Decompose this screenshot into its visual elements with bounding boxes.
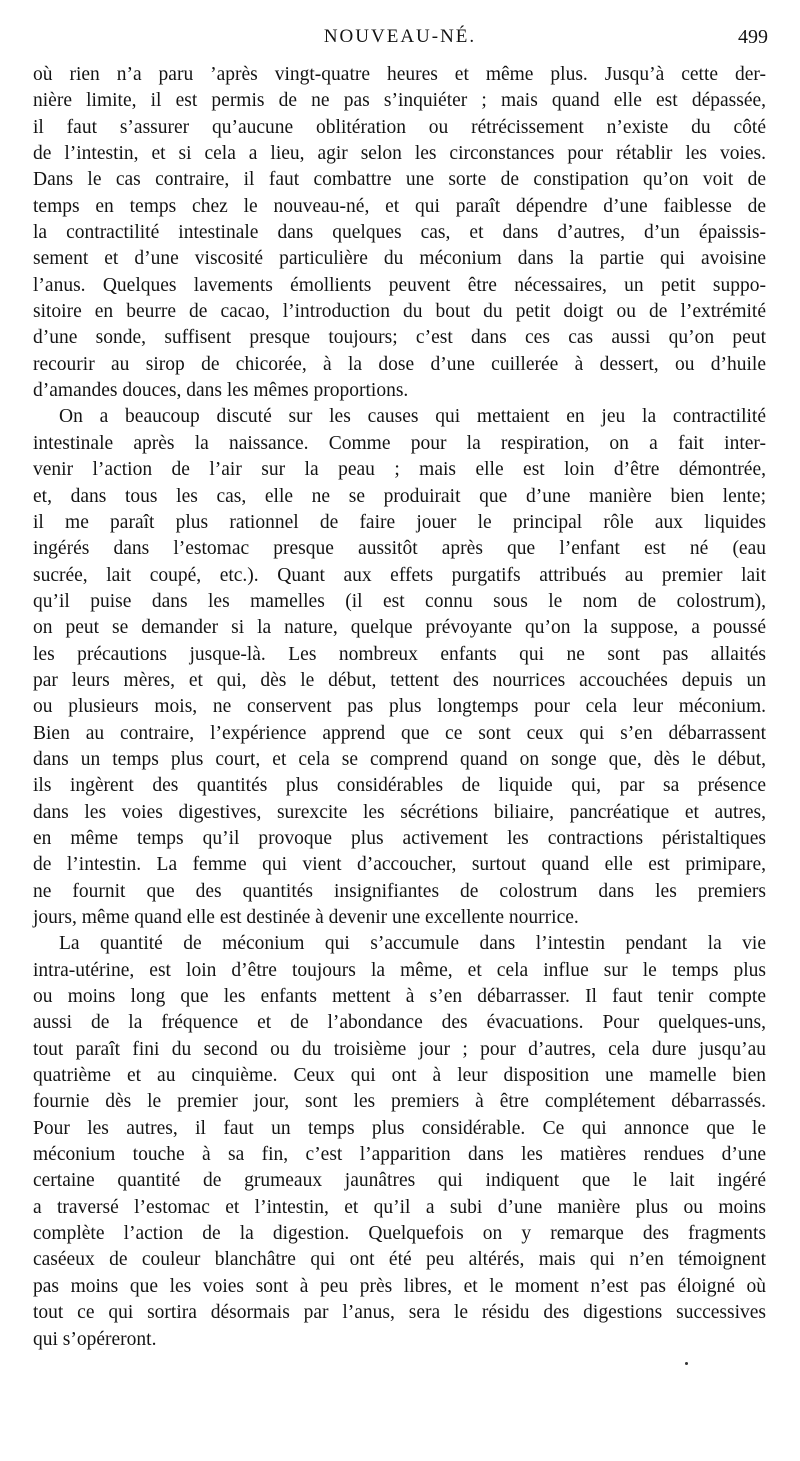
text-line: par leurs mères, et qui, dès le début, tettent des nourrices accouchées depuis un — [33, 669, 766, 691]
text-line: ne fournit que des quantités insignifiantes de colostrum dans les premiers — [33, 880, 766, 902]
text-line: ils ingèrent des quantités plus considérables de liquide qui, par sa présence — [33, 775, 766, 797]
text-line: recourir au sirop de chicorée, à la dose d’une cuillerée à dessert, ou d’huile — [33, 353, 766, 375]
text-line: La quantité de méconium qui s’accumule dans l’intestin pendant la vie — [59, 933, 766, 955]
text-line: aussi de la fréquence et de l’abondance des évacuations. Pour quelques-uns, — [33, 1012, 766, 1034]
text-line: ou moins long que les enfants mettent à s’en débarrasser. Il faut tenir compte — [33, 986, 766, 1008]
text-line: où rien n’a paru ’après vingt-quatre heures et même plus. Jusqu’à cette der- — [33, 64, 766, 85]
text-line: temps en temps chez le nouveau-né, et qui paraît dépendre d’une faiblesse de — [33, 195, 766, 217]
text-line: certaine quantité de grumeaux jaunâtres qui indiquent que le lait ingéré — [33, 1170, 766, 1192]
text-line: Pour les autres, il faut un temps plus considérable. Ce qui annonce que le — [33, 1117, 766, 1139]
text-line: sitoire en beurre de cacao, l’introduction du bout du petit doigt ou de l’extrémité — [33, 301, 766, 323]
text-line: tout paraît fini du second ou du troisième jour ; pour d’autres, cela dure jusqu’au — [33, 1038, 766, 1060]
text-line: qu’il puise dans les mamelles (il est connu sous le nom de colostrum), — [33, 590, 766, 612]
text-line: d’amandes douces, dans les mêmes proportions. — [33, 380, 409, 402]
text-line: les précautions jusque-là. Les nombreux enfants qui ne sont pas allaités — [33, 643, 766, 665]
ink-speck — [685, 1362, 688, 1365]
running-head: NOUVEAU-NÉ. — [323, 26, 477, 47]
text-line: en même temps qu’il provoque plus activement les contractions péristaltiques — [33, 827, 766, 849]
text-line: l’anus. Quelques lavements émollients peuvent être nécessaires, un petit suppo- — [33, 274, 766, 296]
text-line: quatrième et au cinquième. Ceux qui ont à leur disposition une mamelle bien — [33, 1065, 766, 1087]
text-line: méconium touche à sa fin, c’est l’apparition dans les matières rendues d’une — [33, 1144, 766, 1166]
text-line: ou plusieurs mois, ne conservent pas plus longtemps pour cela leur méconium. — [33, 696, 766, 718]
text-line: et, dans tous les cas, elle ne se produirait que d’une manière bien lente; — [33, 485, 766, 507]
text-line: intestinale après la naissance. Comme pour la respiration, on a fait inter- — [33, 432, 766, 454]
text-line: venir l’action de l’air sur la peau ; mais elle est loin d’être démontrée, — [33, 459, 766, 481]
text-line: dans un temps plus court, et cela se comprend quand on songe que, dès le début, — [33, 748, 766, 770]
body-text — [33, 62, 766, 1353]
text-line: sucrée, lait coupé, etc.). Quant aux effets purgatifs attribués au premier lait — [33, 564, 766, 586]
text-line: nière limite, il est permis de ne pas s’inquiéter ; mais quand elle est dépassée, — [33, 90, 766, 112]
text-line: il faut s’assurer qu’aucune oblitération ou rétrécissement n’existe du côté — [33, 116, 766, 138]
text-line: ingérés dans l’estomac presque aussitôt après que l’enfant est né (eau — [33, 538, 766, 560]
text-line: Bien au contraire, l’expérience apprend que ce sont ceux qui s’en débarrassent — [33, 722, 766, 744]
text-line: intra-utérine, est loin d’être toujours la même, et cela influe sur le temps plus — [33, 959, 766, 981]
text-line: pas moins que les voies sont à peu près libres, et le moment n’est pas éloigné où — [33, 1275, 766, 1297]
text-line: tout ce qui sortira désormais par l’anus, sera le résidu des digestions successives — [33, 1302, 766, 1324]
text-line: de l’intestin, et si cela a lieu, agir selon les circonstances pour rétablir les voies. — [33, 143, 766, 165]
text-line: On a beaucoup discuté sur les causes qui mettaient en jeu la contractilité — [59, 406, 766, 428]
text-line: il me paraît plus rationnel de faire jouer le principal rôle aux liquides — [33, 511, 766, 533]
text-line: qui s’opéreront. — [33, 1328, 157, 1350]
page-header — [32, 26, 768, 60]
text-line: on peut se demander si la nature, quelque prévoyante qu’on la suppose, a poussé — [33, 617, 766, 639]
page-number: 499 — [738, 26, 768, 48]
text-line: fournie dès le premier jour, sont les premiers à être complétement débarrassés. — [33, 1091, 766, 1113]
text-line: d’une sonde, suffisent presque toujours; c’est dans ces cas aussi qu’on peut — [33, 327, 766, 349]
text-line: Dans le cas contraire, il faut combattre une sorte de constipation qu’on voit de — [33, 169, 766, 191]
text-line: de l’intestin. La femme qui vient d’accoucher, surtout quand elle est primipare, — [33, 854, 766, 876]
text-line: la contractilité intestinale dans quelques cas, et dans d’autres, d’un épaissis- — [33, 222, 766, 244]
text-line: dans les voies digestives, surexcite les sécrétions biliaire, pancréatique et autres, — [33, 801, 766, 823]
text-line: caséeux de couleur blanchâtre qui ont été peu altérés, mais qui n’en témoignent — [33, 1249, 766, 1271]
text-line: jours, même quand elle est destinée à devenir une excellente nourrice. — [33, 907, 579, 928]
text-line: complète l’action de la digestion. Quelquefois on y remarque des fragments — [33, 1223, 766, 1245]
text-line: a traversé l’estomac et l’intestin, et qu’il a subi d’une manière plus ou moins — [33, 1196, 766, 1218]
text-line: sement et d’une viscosité particulière du méconium dans la partie qui avoisine — [33, 248, 766, 270]
